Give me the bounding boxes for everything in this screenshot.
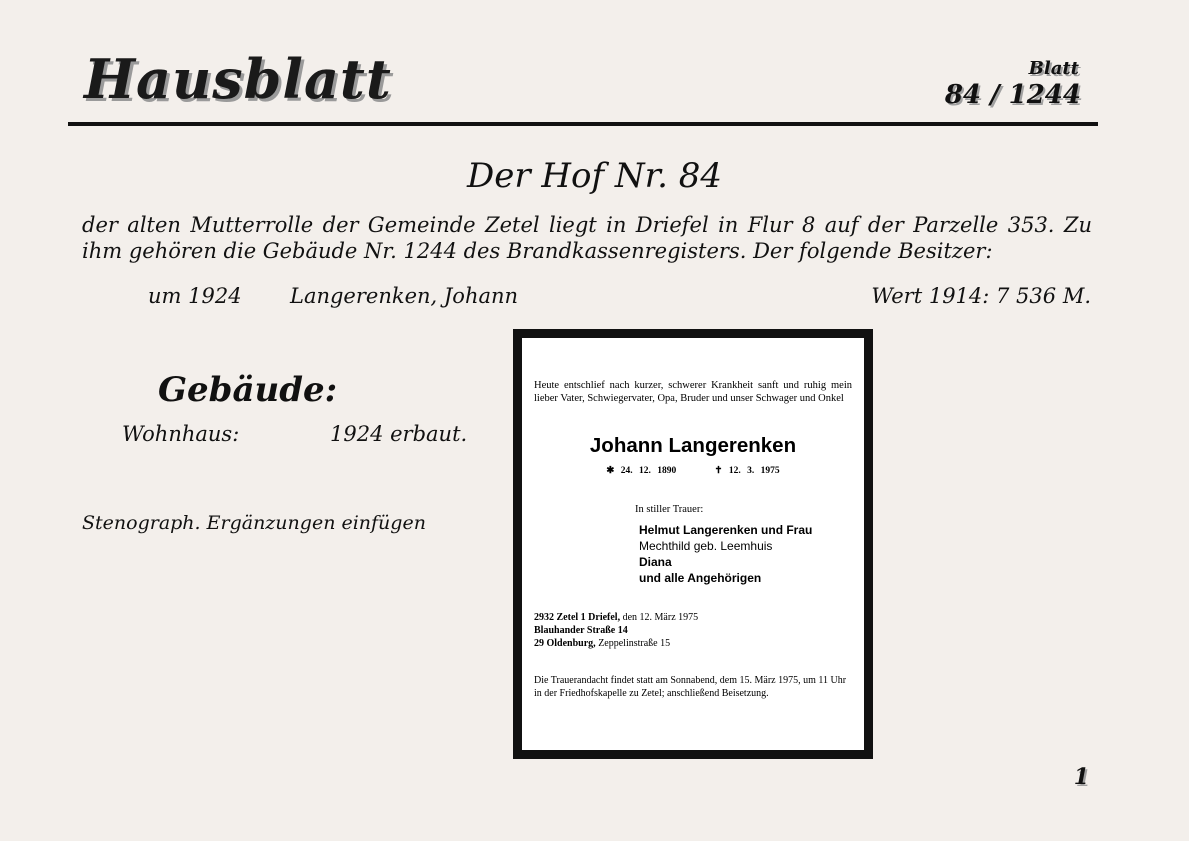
notice-service-info: Die Trauerandacht findet statt am Sonnabend, dem 15. März 1975, um 11 Uhr in der Friedhofskapelle zu Zetel; anschließend Beisetzung. [534,675,847,699]
steno-note: Stenograph. Ergänzungen einfügen [82,512,426,534]
blatt-number: 84 / 1244 [944,80,1081,110]
notice-family-list [639,522,812,586]
address-place-2: 29 Oldenburg, [534,638,596,649]
notice-death-date: ✝ 12. 3. 1975 [714,466,780,476]
address-street-2: Zeppelinstraße 15 [595,638,671,649]
notice-intro: Heute entschlief nach kurzer, schwerer Krankheit sanft und ruhig mein lieber Vater, Schwiegervater, Opa, Bruder und unser Schwager und Onkel [534,380,852,404]
building-year: 1924 erbaut. [330,422,468,446]
family-line: Mechthild geb. Leemhuis [639,539,773,553]
page-number: 1 [1073,764,1089,790]
family-line: und alle Angehörigen [639,571,762,585]
address-date: den 12. März 1975 [620,612,699,623]
page-title: Hausblatt [84,47,392,111]
family-line: Helmut Langerenken und Frau [639,523,813,537]
owner-value: Wert 1914: 7 536 M. [871,284,1091,308]
hof-title: Der Hof Nr. 84 [466,156,723,196]
notice-dates [522,465,864,476]
buildings-heading: Gebäude: [158,370,338,410]
blatt-label: Blatt [1028,58,1079,79]
owner-year: um 1924 [148,284,242,308]
building-name: Wohnhaus: [122,422,240,446]
notice-deceased-name: Johann Langerenken [589,434,797,457]
header-divider [68,122,1098,126]
address-place: 2932 Zetel 1 Driefel, [534,612,621,623]
obituary-notice [513,329,873,759]
owner-name: Langerenken, Johann [290,284,519,308]
notice-address [534,611,698,650]
notice-grief-label: In stiller Trauer: [635,504,704,515]
notice-birth-date: ✱ 24. 12. 1890 [606,466,677,476]
hof-intro-text: der alten Mutterrolle der Gemeinde Zetel liegt in Driefel in Flur 8 auf der Parzelle 353. Zu ihm gehören die Gebäude Nr. 1244 des Brandkassenregisters. Der folgende Besitzer: [82,213,1092,263]
family-line: Diana [639,555,672,569]
address-street: Blauhander Straße 14 [534,625,628,636]
